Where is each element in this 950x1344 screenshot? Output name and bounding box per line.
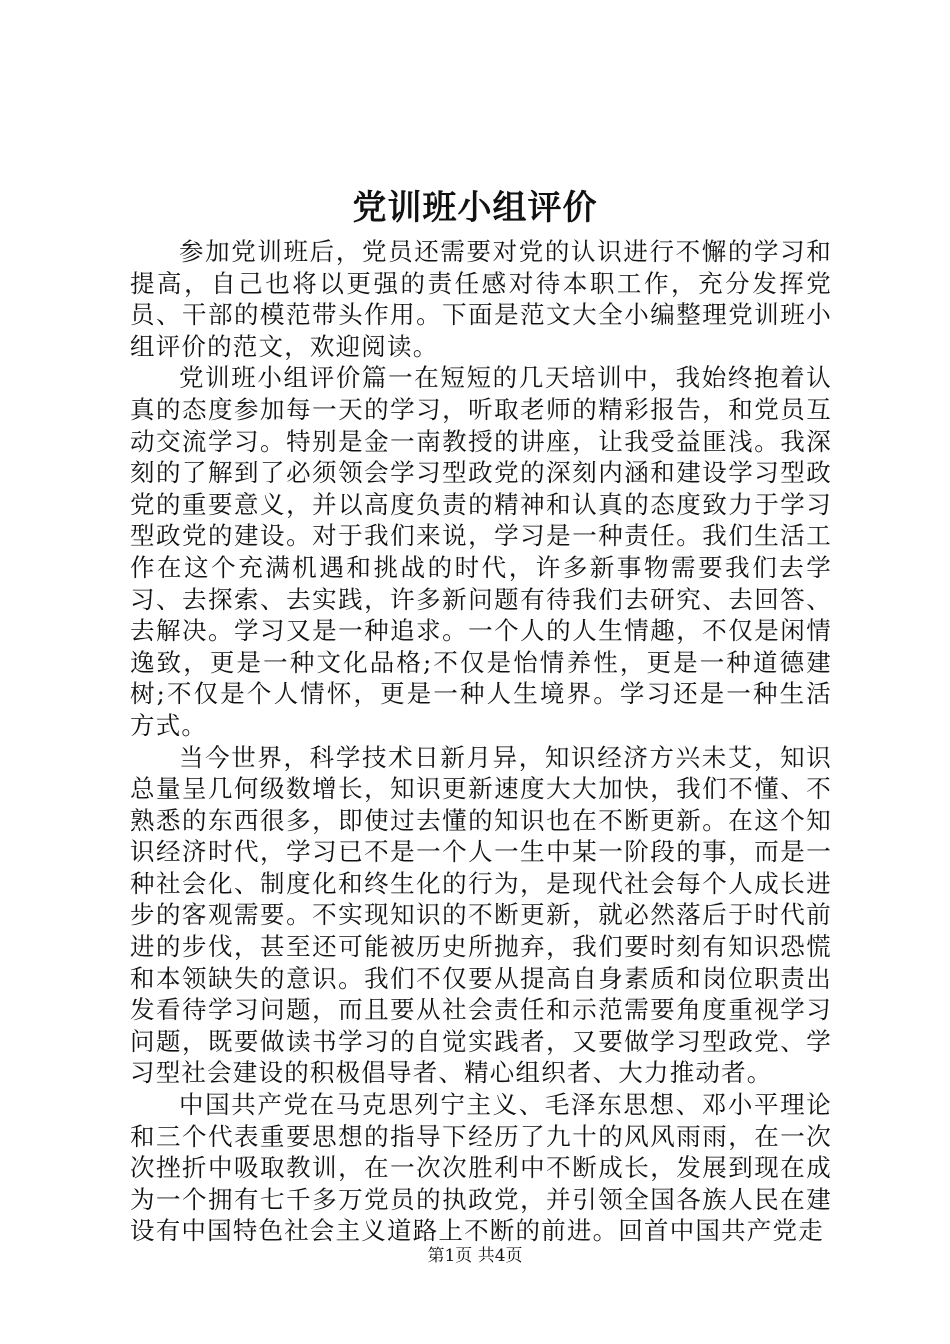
document-title: 党训班小组评价 <box>352 188 598 228</box>
paragraph-today-world: 当今世界，科学技术日新月异，知识经济方兴未艾，知识总量呈几何级数增长，知识更新速度大大加快，我们不懂、不熟悉的东西很多，即使过去懂的知识也在不断更新。在这个知识经济时代，学习已不是一个人一生中某一阶段的事，而是一种社会化、制度化和终生化的行为，是现代社会每个人成长进步的客观需要。不实现知识的不断更新，就必然落后于时代前进的步伐，甚至还可能被历史所抛弃，我们要时刻有知识恐慌和本领缺失的意识。我们不仅要从提高自身素质和岗位职责出发看待学习问题，而且要从社会责任和示范需要角度重视学习问题，既要做读书学习的自觉实践者，又要做学习型政党、学习型社会建设的积极倡导者、精心组织者、大力推动者。 <box>130 742 832 1088</box>
page-number-footer: 第1页 共4页 <box>427 1246 523 1266</box>
paragraph-part-one: 党训班小组评价篇一在短短的几天培训中，我始终抱着认真的态度参加每一天的学习，听取老师的精彩报告，和党员互动交流学习。特别是金一南教授的讲座，让我受益匪浅。我深刻的了解到了必须领会学习型政党的深刻内涵和建设学习型政党的重要意义，并以高度负责的精神和认真的态度致力于学习型政党的建设。对于我们来说，学习是一种责任。我们生活工作在这个充满机遇和挑战的时代，许多新事物需要我们去学习、去探索、去实践，许多新问题有待我们去研究、去回答、去解决。学习又是一种追求。一个人的人生情趣，不仅是闲情逸致，更是一种文化品格;不仅是怡情养性，更是一种道德建树;不仅是个人情怀，更是一种人生境界。学习还是一种生活方式。 <box>130 363 832 740</box>
document-body <box>130 236 832 1247</box>
paragraph-party-history: 中国共产党在马克思列宁主义、毛泽东思想、邓小平理论和三个代表重要思想的指导下经历了九十的风风雨雨，在一次次挫折中吸取教训，在一次次胜利中不断成长，发展到现在成为一个拥有七千多万党员的执政党，并引领全国各族人民在建设有中国特色社会主义道路上不断的前进。回首中国共产党走 <box>130 1090 832 1246</box>
paragraph-intro: 参加党训班后，党员还需要对党的认识进行不懈的学习和提高，自己也将以更强的责任感对待本职工作，充分发挥党员、干部的模范带头作用。下面是范文大全小编整理党训班小组评价的范文，欢迎阅读。 <box>130 237 832 361</box>
